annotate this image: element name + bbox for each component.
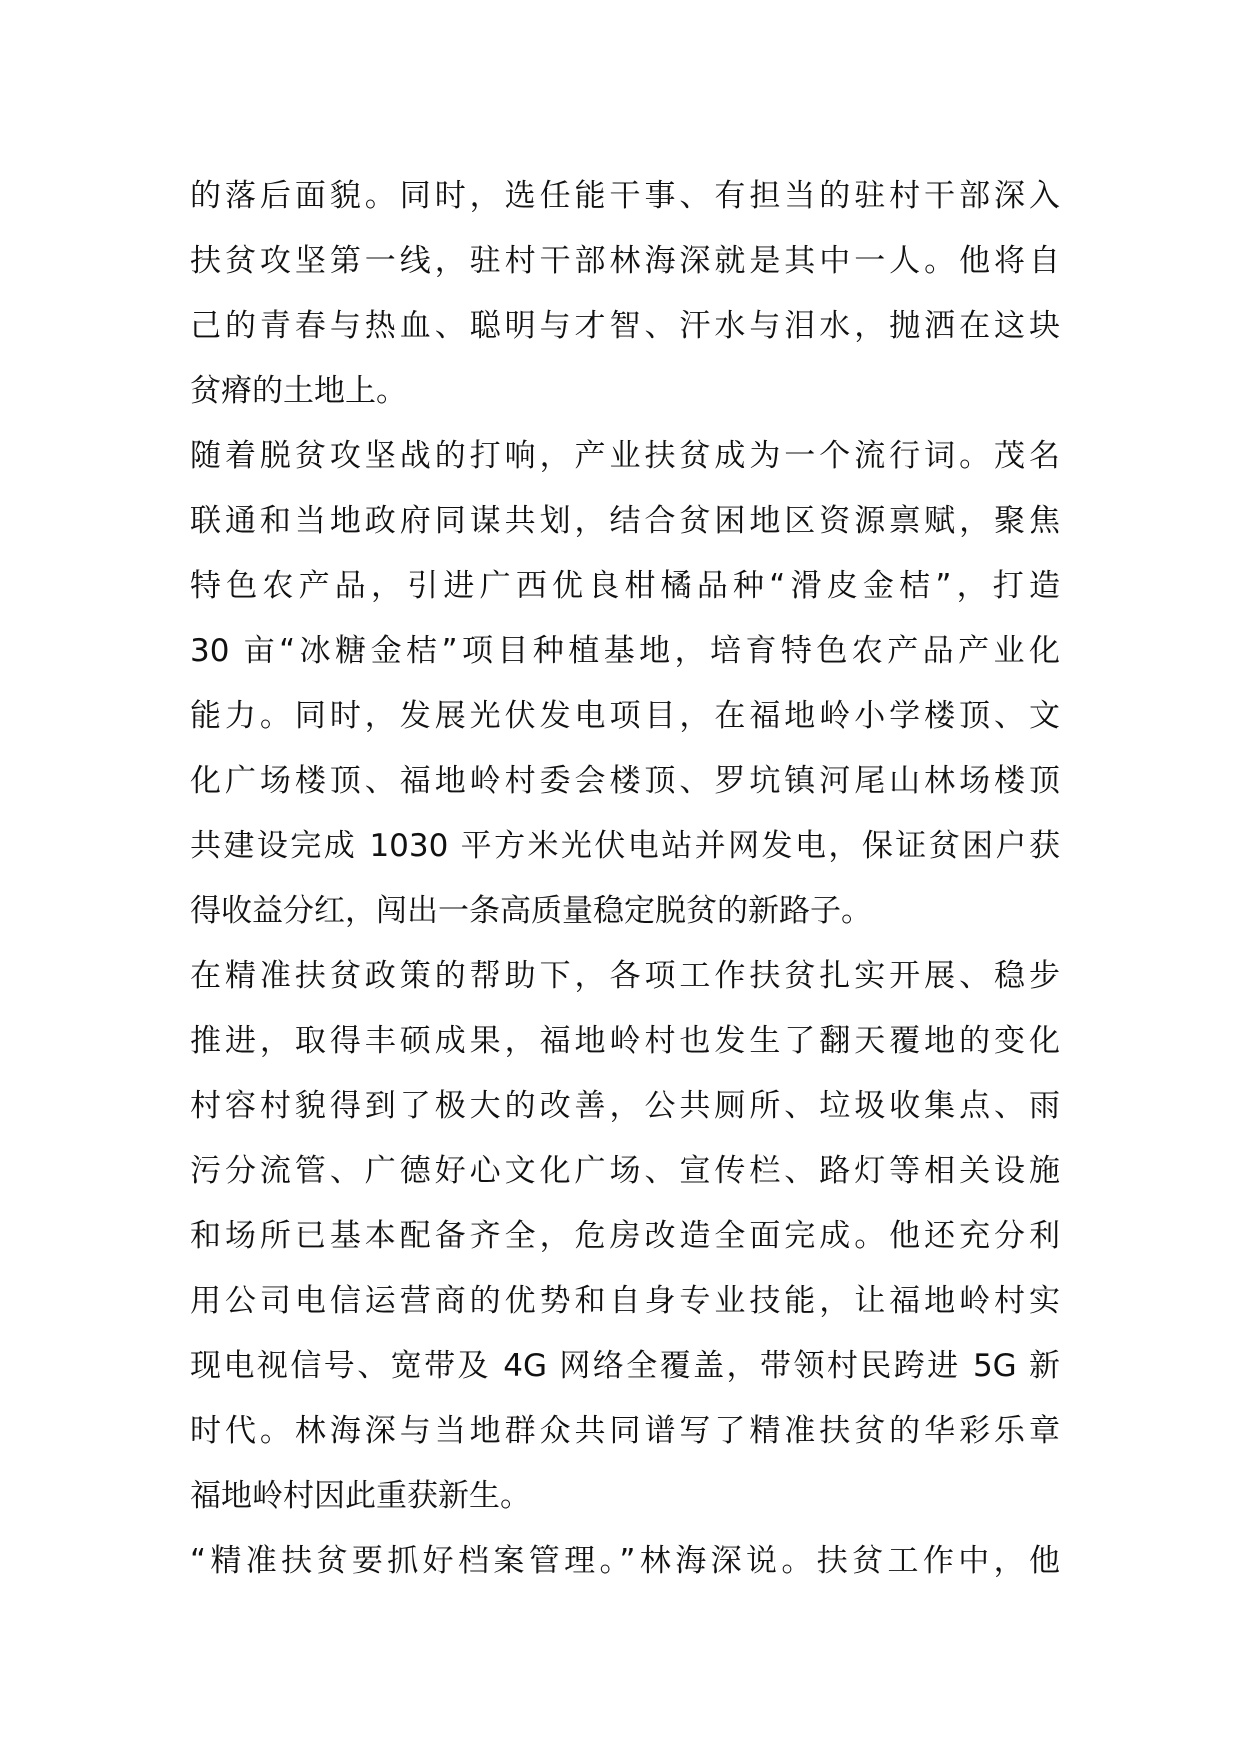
text-line: 30 亩“冰糖金桔”项目种植基地，培育特色农产品产业化 [190,633,1060,669]
text-line: 推进，取得丰硕成果，福地岭村也发生了翻天覆地的变化 [190,1023,1060,1059]
text-line: 扶贫攻坚第一线，驻村干部林海深就是其中一人。他将自 [190,243,1060,279]
text-line: “精准扶贫要抓好档案管理。”林海深说。扶贫工作中，他 [190,1543,1060,1579]
text-line: 福地岭村因此重获新生。 [190,1478,531,1514]
text-line: 共建设完成 1030 平方米光伏电站并网发电，保证贫困户获 [190,828,1060,864]
text-line: 贫瘠的土地上。 [190,373,407,409]
text-line: 联通和当地政府同谋共划，结合贫困地区资源禀赋，聚焦 [190,503,1060,539]
text-line: 时代。林海深与当地群众共同谱写了精准扶贫的华彩乐章 [190,1413,1060,1449]
text-line: 的落后面貌。同时，选任能干事、有担当的驻村干部深入 [190,178,1060,214]
text-line: 己的青春与热血、聪明与才智、汗水与泪水，抛洒在这块 [190,308,1060,344]
text-line: 现电视信号、宽带及 4G 网络全覆盖，带领村民跨进 5G 新 [190,1348,1060,1384]
text-line: 特色农产品，引进广西优良柑橘品种“滑皮金桔”，打造 [190,568,1060,604]
text-line: 和场所已基本配备齐全，危房改造全面完成。他还充分利 [190,1218,1060,1254]
text-line: 随着脱贫攻坚战的打响，产业扶贫成为一个流行词。茂名 [190,438,1060,474]
text-line: 村容村貌得到了极大的改善，公共厕所、垃圾收集点、雨 [190,1088,1060,1124]
body-text [190,164,1060,1594]
text-line: 能力。同时，发展光伏发电项目，在福地岭小学楼顶、文 [190,698,1060,734]
text-line: 化广场楼顶、福地岭村委会楼顶、罗坑镇河尾山林场楼顶 [190,763,1060,799]
text-line: 在精准扶贫政策的帮助下，各项工作扶贫扎实开展、稳步 [190,958,1060,994]
text-line: 用公司电信运营商的优势和自身专业技能，让福地岭村实 [190,1283,1060,1319]
text-line: 污分流管、广德好心文化广场、宣传栏、路灯等相关设施 [190,1153,1060,1189]
text-line: 得收益分红，闯出一条高质量稳定脱贫的新路子。 [190,893,872,929]
